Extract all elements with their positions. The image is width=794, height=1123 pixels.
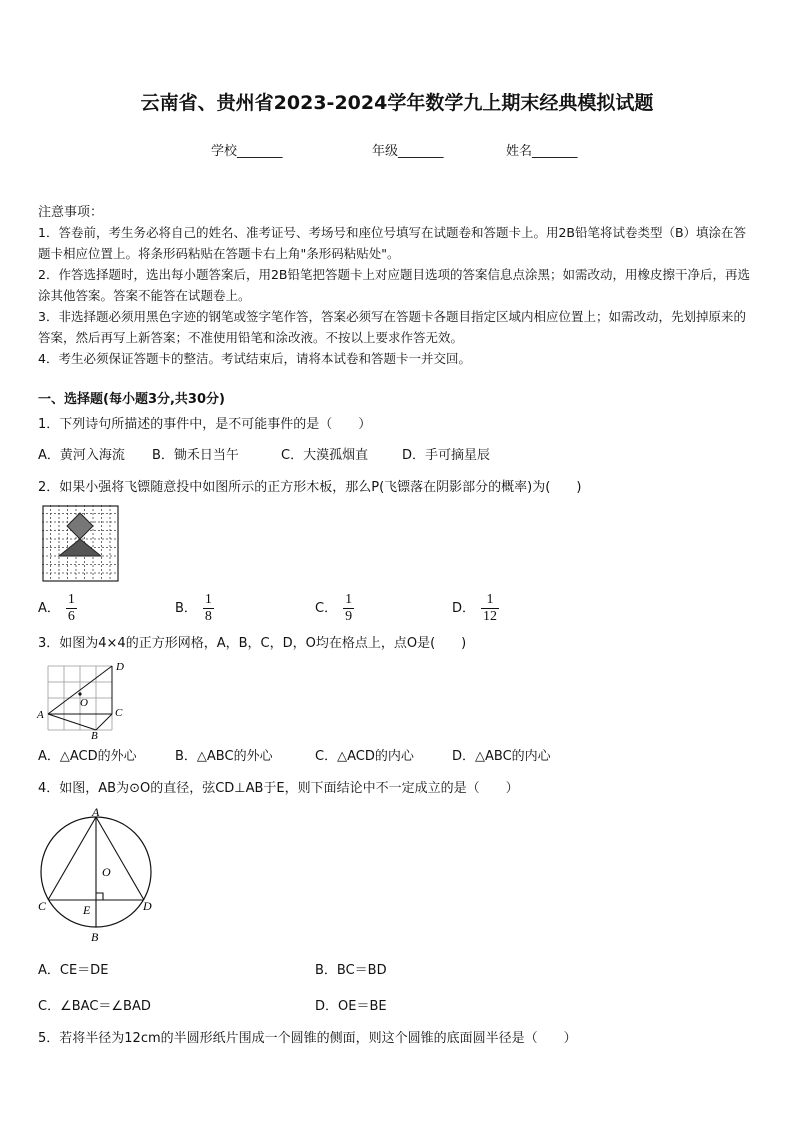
note-item-1: 1．答卷前，考生务必将自己的姓名、准考证号、考场号和座位号填写在试题卷和答题卡上。用2B铅笔将试卷类型（B）填涂在答题卡相应位置上。将条形码粘贴在答题卡右上角"条形码粘贴处"。 xyxy=(38,225,747,261)
q2-option-d-label: D． xyxy=(452,601,476,616)
q4-label-b: B xyxy=(91,930,99,944)
school-field: 学校_______ xyxy=(211,144,283,159)
q4-option-b: B．BC＝BD xyxy=(315,963,387,978)
q3-option-c: C．△ACD的内心 xyxy=(315,749,414,764)
notes-heading: 注意事项： xyxy=(38,205,104,220)
q3-label-c: C xyxy=(115,707,123,719)
q1-option-d: D．手可摘星辰 xyxy=(402,448,491,463)
q3-label-o: O xyxy=(80,697,88,709)
q2-option-b xyxy=(175,592,214,625)
q2-option-d-fraction xyxy=(481,592,499,625)
q2-option-c-fraction xyxy=(343,592,354,625)
q2-option-c xyxy=(315,592,354,625)
page-title: 云南省、贵州省2023-2024学年数学九上期末经典模拟试题 xyxy=(140,92,654,114)
q2-dartboard-figure xyxy=(42,505,120,583)
q4-option-d: D．OE＝BE xyxy=(315,999,387,1014)
fraction-numerator: 1 xyxy=(481,592,499,609)
q4-label-o: O xyxy=(102,865,111,879)
q2-option-a-label: A． xyxy=(38,601,60,616)
q4-stem: 4．如图，AB为⊙O的直径，弦CD⊥AB于E，则下面结论中不一定成立的是（ ） xyxy=(38,781,519,796)
q3-label-b: B xyxy=(91,730,98,740)
point-o-dot xyxy=(78,692,81,695)
fraction-denominator: 8 xyxy=(204,609,212,624)
q2-option-a xyxy=(38,592,77,625)
section-heading: 一、选择题(每小题3分,共30分) xyxy=(38,392,225,407)
fraction-denominator: 9 xyxy=(345,609,353,624)
q2-option-d xyxy=(452,592,499,625)
q1-option-b: B．锄禾日当午 xyxy=(152,448,239,463)
q3-stem: 3．如图为4×4的正方形网格，A，B，C，D，O均在格点上，点O是( ) xyxy=(38,636,467,651)
fraction-numerator: 1 xyxy=(204,592,212,607)
fraction-numerator: 1 xyxy=(67,592,75,607)
q4-label-e: E xyxy=(83,903,91,917)
note-item-2: 2．作答选择题时，选出每小题答案后，用2B铅笔把答题卡上对应题目选项的答案信息点涂黑；如需改动，用橡皮擦干净后，再选涂其他答案。答案不能答在试题卷上。 xyxy=(38,267,750,303)
q4-label-c: C xyxy=(38,899,47,913)
q3-label-a: A xyxy=(37,709,44,721)
q4-option-a: A．CE＝DE xyxy=(38,963,109,978)
q2-stem: 2．如果小强将飞镖随意投中如图所示的正方形木板，那么P(飞镖落在阴影部分的概率)为( ) xyxy=(38,480,582,495)
note-item-4: 4．考生必须保证答题卡的整洁。考试结束后，请将本试卷和答题卡一并交回。 xyxy=(38,351,471,366)
q2-option-c-label: C． xyxy=(315,601,338,616)
q4-label-d: D xyxy=(143,899,152,913)
q3-label-d: D xyxy=(116,661,124,673)
q3-option-b: B．△ABC的外心 xyxy=(175,749,273,764)
q2-option-b-label: B． xyxy=(175,601,197,616)
q2-option-a-fraction xyxy=(66,592,77,625)
grade-field: 年级_______ xyxy=(372,144,444,159)
name-field: 姓名_______ xyxy=(506,144,578,159)
q1-stem: 1．下列诗句所描述的事件中，是不可能事件的是（ ） xyxy=(38,417,372,432)
q3-option-a: A．△ACD的外心 xyxy=(38,749,137,764)
q5-stem: 5．若将半径为12cm的半圆形纸片围成一个圆锥的侧面，则这个圆锥的底面圆半径是（ ） xyxy=(38,1031,577,1046)
q3-option-d: D．△ABC的内心 xyxy=(452,749,551,764)
q4-option-c: C．∠BAC＝∠BAD xyxy=(38,999,151,1014)
note-item-3: 3．非选择题必须用黑色字迹的钢笔或签字笔作答，答案必须写在答题卡各题目指定区域内相应位置上；如需改动，先划掉原来的答案，然后再写上新答案；不准使用铅笔和涂改液。不按以上要求作答无效。 xyxy=(38,309,746,345)
fraction-numerator: 1 xyxy=(345,592,353,607)
fraction-denominator: 12 xyxy=(483,609,498,624)
q1-option-a: A．黄河入海流 xyxy=(38,448,125,463)
q4-label-a: A xyxy=(92,806,100,819)
q2-option-b-fraction xyxy=(203,592,214,625)
q1-option-c: C．大漠孤烟直 xyxy=(281,448,369,463)
q4-circle-figure xyxy=(30,806,160,948)
q3-grid-figure xyxy=(34,660,130,740)
fraction-denominator: 6 xyxy=(67,609,75,624)
